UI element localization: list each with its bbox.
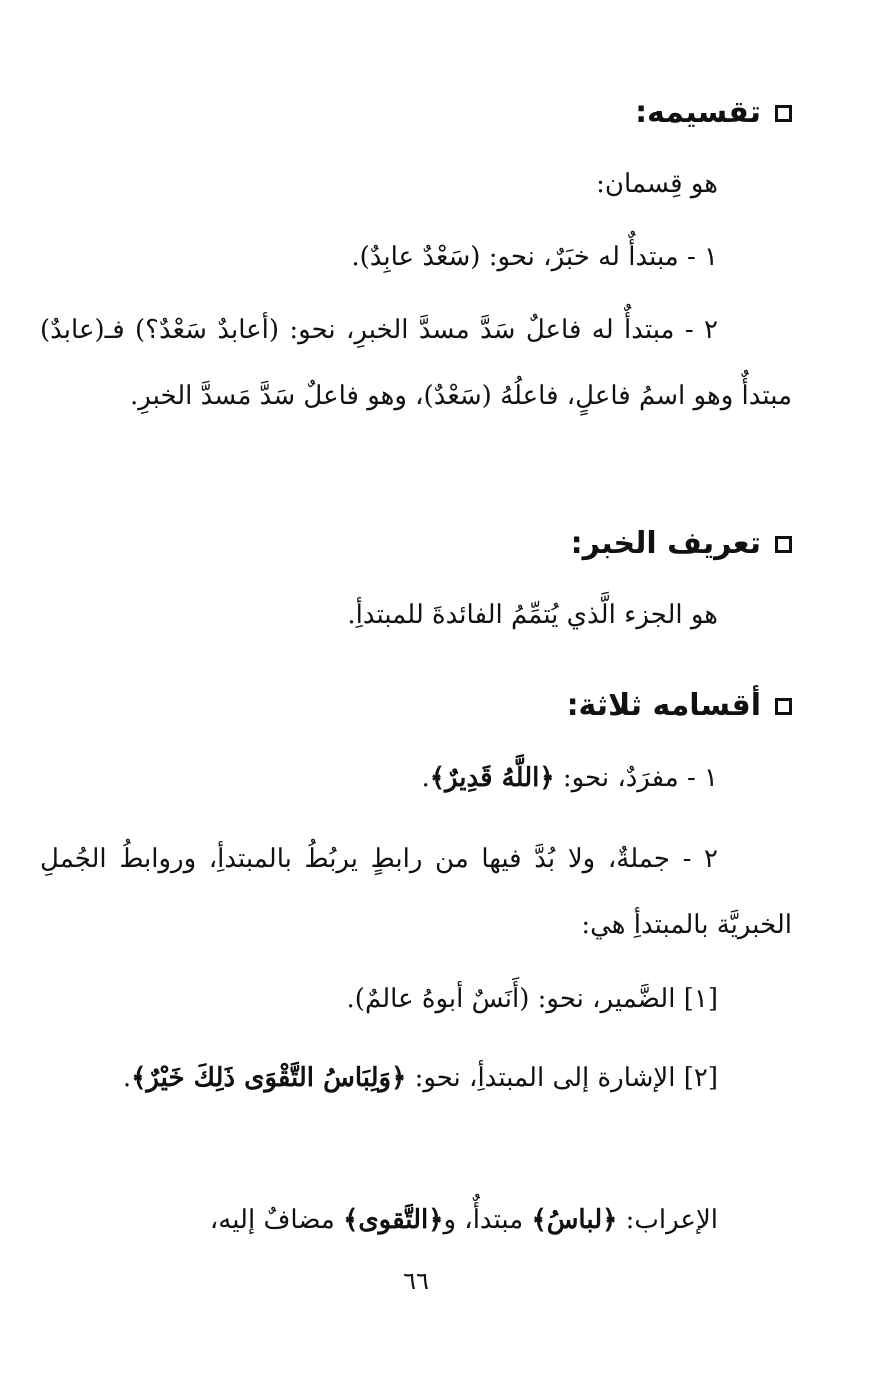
parsing-mid: مبتدأٌ، و bbox=[443, 1205, 532, 1235]
heading-text: تقسيمه: bbox=[635, 95, 761, 130]
heading-text: أقسامه ثلاثة: bbox=[566, 688, 761, 723]
division-item-2-text: ٢ - مبتدأٌ له فاعلٌ سَدَّ مسدَّ الخبرِ، نحو: (أعابدٌ سَعْدٌ؟) فـ(عابدٌ) مبتدأٌ وهو اسمُ فاعلٍ، فاعلُهُ (سَعْدٌ)، وهو فاعلٌ سَدَّ مَسدَّ الخبرِ. bbox=[40, 315, 792, 411]
types-item-1-prefix: ١ - مفرَدٌ، نحو: bbox=[554, 763, 718, 793]
types-item-1 bbox=[421, 758, 718, 798]
parsing-suffix: مضافٌ إليه، bbox=[209, 1205, 344, 1235]
link-1: [١] الضَّمير، نحو: (أَنَسٌ أبوهُ عالمٌ). bbox=[346, 984, 718, 1014]
division-intro: هو قِسمان: bbox=[596, 169, 718, 199]
division-item-1: ١ - مبتدأٌ له خبَرٌ، نحو: (سَعْدٌ عابِدٌ). bbox=[351, 242, 718, 272]
square-box-icon bbox=[775, 536, 792, 553]
types-item-2 bbox=[40, 826, 792, 958]
link-2 bbox=[40, 1045, 792, 1111]
section-heading-definition bbox=[571, 524, 792, 564]
types-item-1-suffix: . bbox=[421, 763, 430, 793]
parsing-prefix: الإعراب: bbox=[617, 1205, 718, 1235]
parsing-line bbox=[210, 1200, 718, 1240]
square-box-icon bbox=[775, 105, 792, 122]
section-heading-types bbox=[567, 686, 792, 726]
types-item-2-text: ٢ - جملةٌ، ولا بُدَّ فيها من رابطٍ يربُطُ بالمبتدأِ، وروابطُ الجُملِ الخبريَّة بالمبتدأِ هي: bbox=[40, 844, 792, 940]
definition-text: هو الجزء الَّذي يُتمِّمُ الفائدةَ للمبتدأِ. bbox=[347, 600, 718, 630]
book-page bbox=[40, 0, 792, 1394]
quran-quote: ﴿التَّقوى﴾ bbox=[343, 1205, 444, 1235]
division-item-2 bbox=[40, 297, 792, 429]
quran-quote: ﴿لباسُ﴾ bbox=[531, 1205, 618, 1235]
square-box-icon bbox=[775, 698, 792, 715]
link-2-suffix: . bbox=[122, 1063, 132, 1093]
quran-quote: ﴿وَلِبَاسُ التَّقْوَى ذَلِكَ خَيْرٌ﴾ bbox=[131, 1063, 407, 1093]
page-number: ٦٦ bbox=[403, 1267, 429, 1295]
section-heading-division bbox=[635, 93, 792, 133]
quran-quote: ﴿اللَّهُ قَدِيرٌ﴾ bbox=[429, 763, 555, 793]
heading-text: تعريف الخبر: bbox=[570, 526, 761, 561]
link-2-prefix: [٢] الإشارة إلى المبتدأِ، نحو: bbox=[406, 1063, 718, 1093]
